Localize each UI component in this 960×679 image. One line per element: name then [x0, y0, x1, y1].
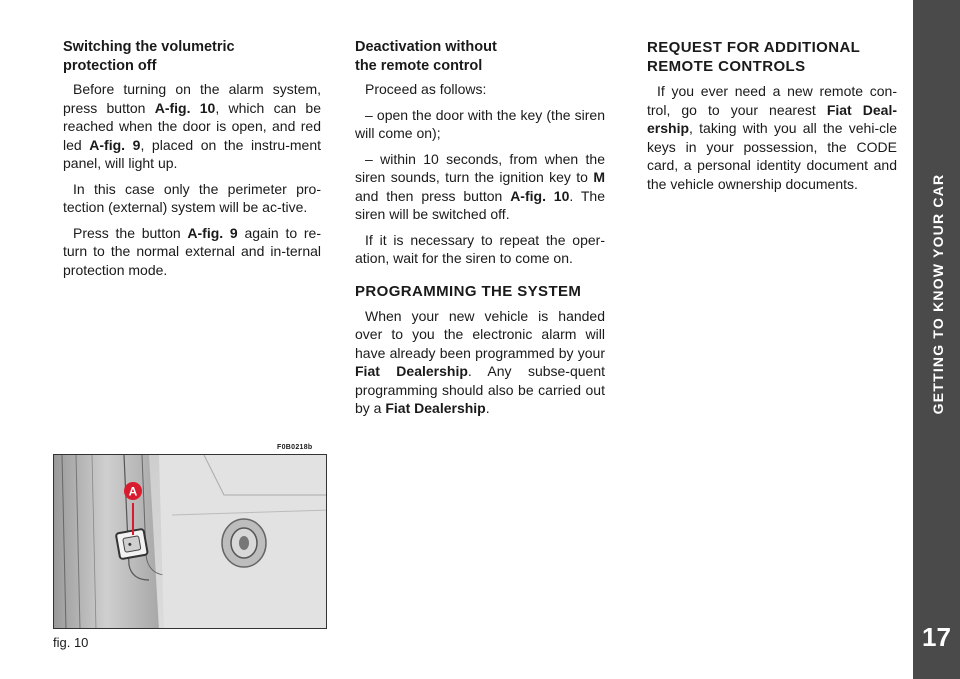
column-remote-controls [647, 38, 897, 200]
svg-text:GETTING TO KNOW YOUR CAR: GETTING TO KNOW YOUR CAR [930, 173, 946, 415]
paragraph: – within 10 seconds, from when the siren sounds, turn the ignition key to M and then press button A-fig. 10. The siren will be switched off. [355, 150, 606, 222]
figure-caption: fig. 10 [53, 635, 89, 650]
paragraph: – open the door with the key (the siren will come on); [355, 106, 605, 141]
paragraph: Proceed as follows: [365, 81, 487, 97]
section-sidebar [913, 0, 960, 679]
column-deactivation [355, 38, 605, 425]
heading-switching-volumetric: Switching the volumetric protection off [63, 39, 235, 74]
column-volumetric-protection [63, 38, 321, 286]
paragraph: In this case only the perimeter pro-tection (external) system will be ac-tive. [63, 180, 321, 215]
heading-programming-system: PROGRAMMING THE SYSTEM [355, 282, 582, 300]
door-pillar-illustration [54, 455, 327, 629]
paragraph: When your new vehicle is handed over to you the electronic alarm will have already been programmed by your Fiat Dealership. Any subse-quent programming should also be carried out by a Fiat Dealership. [355, 307, 605, 416]
heading-deactivation: Deactivation without the remote control [355, 39, 497, 74]
page-number: 17 [922, 622, 951, 652]
section-title-vertical [913, 0, 960, 679]
paragraph: If it is necessary to repeat the oper-ation, wait for the siren to come on. [355, 231, 605, 266]
paragraph: Press the button A-fig. 9 again to re-turn to the normal external and in-ternal protection mode. [63, 224, 321, 278]
figure-code: F0B0218b [277, 444, 313, 451]
svg-text:A: A [128, 484, 138, 499]
figure-door-button-photo [53, 454, 327, 629]
heading-additional-remotes: REQUEST FOR ADDITIONAL REMOTE CONTROLS [647, 39, 861, 75]
paragraph: Before turning on the alarm system, press button A-fig. 10, which can be reached when the door is open, and red led A-fig. 9, placed on the instru-ment panel, will light up. [63, 81, 322, 171]
paragraph: If you ever need a new remote con-trol, go to your nearest Fiat Deal-ership, taking with you all the vehi-cle keys in your possession, the CODE card, a personal identity document and the vehicle ownership documents. [647, 83, 897, 192]
